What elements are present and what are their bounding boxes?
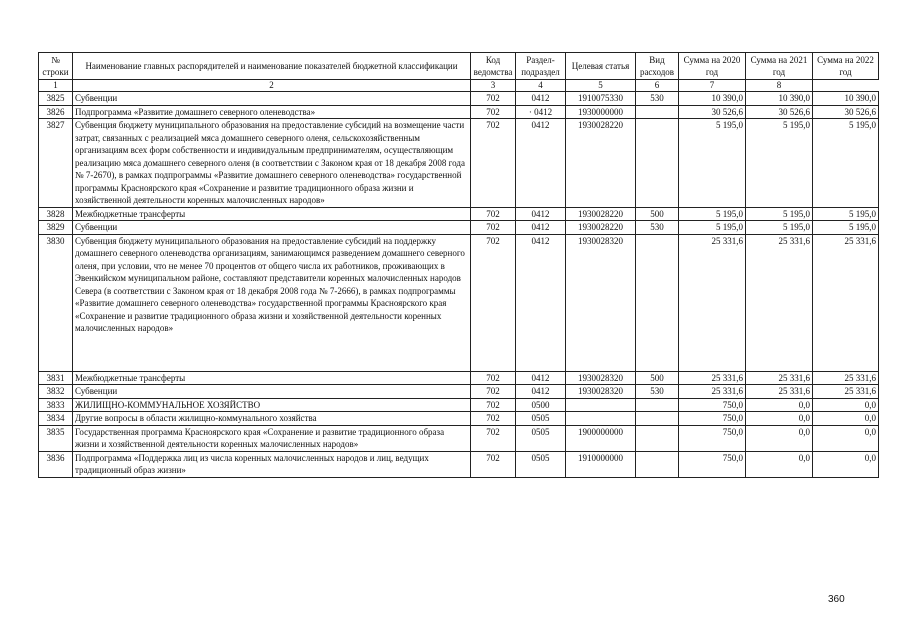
table-row [39,221,879,235]
row-sum-2021: 0,0 [746,412,813,426]
column-number: 1 [39,80,73,92]
row-target [566,412,636,426]
row-expense-type: 530 [636,92,679,106]
row-sum-2022: 5 195,0 [813,119,879,208]
row-name: ЖИЛИЩНО-КОММУНАЛЬНОЕ ХОЗЯЙСТВО [73,398,471,412]
row-target: 1930028220 [566,119,636,208]
row-sum-2020: 750,0 [679,412,746,426]
row-section: 0412 [516,92,566,106]
row-target: 1930028320 [566,371,636,385]
row-number: 3829 [39,221,73,235]
row-expense-type [636,451,679,477]
row-target: 1910075330 [566,92,636,106]
row-dept-code: 702 [471,371,516,385]
header-expense-type: Вид расходов [636,53,679,80]
row-section: 0505 [516,412,566,426]
header-sum-2021: Сумма на 2021 год [746,53,813,80]
row-number: 3825 [39,92,73,106]
row-expense-type [636,234,679,371]
table-row [39,425,879,451]
row-name: Субвенции [73,92,471,106]
row-section: 0412 [516,371,566,385]
row-sum-2020: 25 331,6 [679,385,746,399]
row-sum-2020: 5 195,0 [679,207,746,221]
row-sum-2021: 25 331,6 [746,371,813,385]
row-sum-2021: 5 195,0 [746,207,813,221]
row-sum-2020: 25 331,6 [679,234,746,371]
row-dept-code: 702 [471,398,516,412]
table-row [39,412,879,426]
header-target: Целевая статья [566,53,636,80]
row-section: 0505 [516,451,566,477]
row-dept-code: 702 [471,105,516,119]
row-name: Межбюджетные трансферты [73,207,471,221]
row-dept-code: 702 [471,234,516,371]
row-name: Другие вопросы в области жилищно-коммунального хозяйства [73,412,471,426]
row-number: 3828 [39,207,73,221]
row-sum-2020: 750,0 [679,451,746,477]
row-target: 1930000000 [566,105,636,119]
row-dept-code: 702 [471,412,516,426]
row-expense-type: 530 [636,385,679,399]
row-name: Субвенции [73,221,471,235]
column-number: 3 [471,80,516,92]
table-row [39,207,879,221]
row-name: Межбюджетные трансферты [73,371,471,385]
row-sum-2021: 25 331,6 [746,234,813,371]
row-sum-2022: 10 390,0 [813,92,879,106]
row-number: 3832 [39,385,73,399]
header-dept-code: Код ведомства [471,53,516,80]
row-sum-2021: 0,0 [746,451,813,477]
row-target: 1930028320 [566,234,636,371]
row-name: Государственная программа Красноярского края «Сохранение и развитие традиционного образа жизни и хозяйственной деятельности коренных малочисленных народов» [73,425,471,451]
row-expense-type [636,412,679,426]
row-sum-2022: 5 195,0 [813,207,879,221]
row-number: 3827 [39,119,73,208]
row-section: · 0412 [516,105,566,119]
row-sum-2020: 10 390,0 [679,92,746,106]
row-dept-code: 702 [471,207,516,221]
row-expense-type [636,398,679,412]
header-name: Наименование главных распорядителей и наименование показателей бюджетной классификации [73,53,471,80]
column-number: 2 [73,80,471,92]
row-section: 0412 [516,234,566,371]
row-sum-2022: 25 331,6 [813,385,879,399]
row-number: 3831 [39,371,73,385]
header-row-number: № строки [39,53,73,80]
row-sum-2020: 750,0 [679,425,746,451]
row-sum-2020: 30 526,6 [679,105,746,119]
row-target: 1930028220 [566,207,636,221]
row-dept-code: 702 [471,425,516,451]
header-sum-2022: Сумма на 2022 год [813,53,879,80]
row-section: 0412 [516,385,566,399]
row-number: 3835 [39,425,73,451]
table-row [39,92,879,106]
column-number: 6 [636,80,679,92]
row-sum-2021: 0,0 [746,425,813,451]
row-target: 1930028320 [566,385,636,399]
row-number: 3833 [39,398,73,412]
row-number: 3826 [39,105,73,119]
row-name: Субвенция бюджету муниципального образования на предоставление субсидий на поддержку домашнего северного оленеводства организациям, занимающимся разведением домашнего северного оленя, при условии, что не менее 70 процентов от общего числа их работников, проживающих в Эвенкийском муниципальном районе, составляют представители коренных малочисленных народов Севера (в соответствии с Законом края от 18 декабря 2008 года № 7-2666), в рамках подпрограммы «Развитие домашнего северного оленеводства» государственной программы Красноярского края «Сохранение и развитие традиционного образа жизни и хозяйственной деятельности коренных малочисленных народов» [73,234,471,371]
row-section: 0412 [516,221,566,235]
row-sum-2022: 0,0 [813,451,879,477]
row-sum-2020: 5 195,0 [679,221,746,235]
row-expense-type [636,119,679,208]
row-sum-2020: 25 331,6 [679,371,746,385]
row-dept-code: 702 [471,385,516,399]
table-row [39,385,879,399]
row-expense-type: 500 [636,371,679,385]
column-number: 8 [746,80,813,92]
row-sum-2022: 0,0 [813,398,879,412]
row-dept-code: 702 [471,451,516,477]
row-sum-2021: 5 195,0 [746,119,813,208]
page-number: 360 [828,594,845,605]
column-number-row [39,80,879,92]
budget-table [38,52,879,478]
column-number: 5 [566,80,636,92]
row-sum-2022: 30 526,6 [813,105,879,119]
table-row [39,119,879,208]
row-sum-2021: 30 526,6 [746,105,813,119]
header-sum-2020: Сумма на 2020 год [679,53,746,80]
table-row [39,105,879,119]
row-expense-type [636,425,679,451]
row-dept-code: 702 [471,92,516,106]
row-name: Подпрограмма «Поддержка лиц из числа коренных малочисленных народов и лиц, ведущих традиционный образ жизни» [73,451,471,477]
row-sum-2020: 750,0 [679,398,746,412]
row-target: 1930028220 [566,221,636,235]
row-name: Подпрограмма «Развитие домашнего северного оленеводства» [73,105,471,119]
table-row [39,398,879,412]
row-section: 0412 [516,119,566,208]
row-sum-2021: 10 390,0 [746,92,813,106]
row-target: 1910000000 [566,451,636,477]
row-name: Субвенция бюджету муниципального образования на предоставление субсидий на возмещение части затрат, связанных с реализацией мяса домашнего северного оленя, сельскохозяйственным организациям всех форм собственности и индивидуальным предпринимателям, осуществляющим реализацию мяса домашнего северного оленя (в соответствии с Законом края от 18 декабря 2008 года № 7-2670), в рамках подпрограммы «Развитие домашнего северного оленеводства» государственной программы Красноярского края «Сохранение и развитие традиционного образа жизни и хозяйственной деятельности коренных малочисленных народов» [73,119,471,208]
row-target: 1900000000 [566,425,636,451]
row-sum-2021: 0,0 [746,398,813,412]
row-sum-2020: 5 195,0 [679,119,746,208]
row-sum-2022: 0,0 [813,425,879,451]
row-section: 0505 [516,425,566,451]
row-sum-2022: 25 331,6 [813,371,879,385]
row-number: 3830 [39,234,73,371]
table-row [39,451,879,477]
row-number: 3834 [39,412,73,426]
row-name: Субвенции [73,385,471,399]
row-section: 0500 [516,398,566,412]
row-sum-2022: 5 195,0 [813,221,879,235]
column-number: 7 [679,80,746,92]
table-row [39,234,879,371]
table-header-row [39,53,879,80]
row-dept-code: 702 [471,221,516,235]
column-number: 4 [516,80,566,92]
row-section: 0412 [516,207,566,221]
row-expense-type: 530 [636,221,679,235]
row-dept-code: 702 [471,119,516,208]
row-sum-2021: 25 331,6 [746,385,813,399]
row-sum-2022: 25 331,6 [813,234,879,371]
row-number: 3836 [39,451,73,477]
row-sum-2021: 5 195,0 [746,221,813,235]
row-target [566,398,636,412]
row-sum-2022: 0,0 [813,412,879,426]
table-row [39,371,879,385]
header-section: Раздел-подраздел [516,53,566,80]
row-expense-type [636,105,679,119]
row-expense-type: 500 [636,207,679,221]
